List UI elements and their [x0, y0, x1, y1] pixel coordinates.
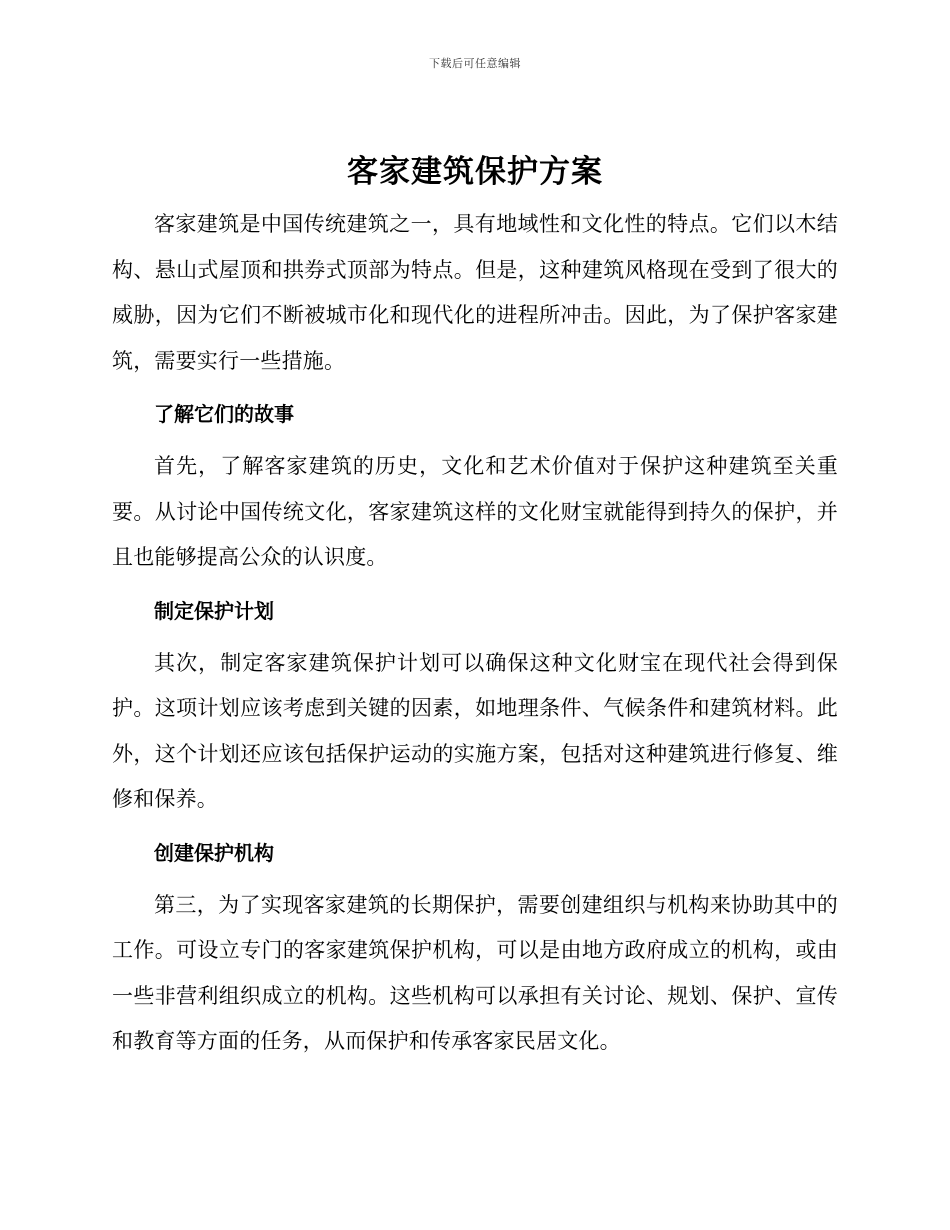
intro-paragraph: 客家建筑是中国传统建筑之一，具有地域性和文化性的特点。它们以木结构、悬山式屋顶和拱券式顶部为特点。但是，这种建筑风格现在受到了很大的威胁，因为它们不断被城市化和现代化的进程所冲击。因此，为了保护客家建筑，需要实行一些措施。	[112, 212, 838, 373]
section-heading: 创建保护机构	[154, 840, 274, 865]
section-paragraph: 其次，制定客家建筑保护计划可以确保这种文化财宝在现代社会得到保护。这项计划应该考虑到关键的因素，如地理条件、气候条件和建筑材料。此外，这个计划还应该包括保护运动的实施方案，包括对这种建筑进行修复、维修和保养。	[112, 650, 838, 811]
document-body	[112, 148, 838, 1065]
section-understand-stories	[112, 396, 838, 581]
section-paragraph: 首先，了解客家建筑的历史，文化和艺术价值对于保护这种建筑至关重要。从讨论中国传统文化，客家建筑这样的文化财宝就能得到持久的保护，并且也能够提高公众的认识度。	[112, 454, 838, 569]
section-heading: 了解它们的故事	[154, 402, 294, 426]
section-paragraph: 第三，为了实现客家建筑的长期保护，需要创建组织与机构来协助其中的工作。可设立专门的客家建筑保护机构，可以是由地方政府成立的机构，或由一些非营利组织成立的机构。这些机构可以承担有关讨论、规划、保护、宣传和教育等方面的任务，从而保护和传承客家民居文化。	[112, 892, 838, 1053]
document-title: 客家建筑保护方案	[347, 154, 603, 190]
section-protection-plan	[112, 593, 838, 823]
section-protection-agency	[112, 835, 838, 1065]
page-header-note: 下载后可任意编辑	[429, 57, 521, 70]
section-heading: 制定保护计划	[154, 598, 274, 623]
